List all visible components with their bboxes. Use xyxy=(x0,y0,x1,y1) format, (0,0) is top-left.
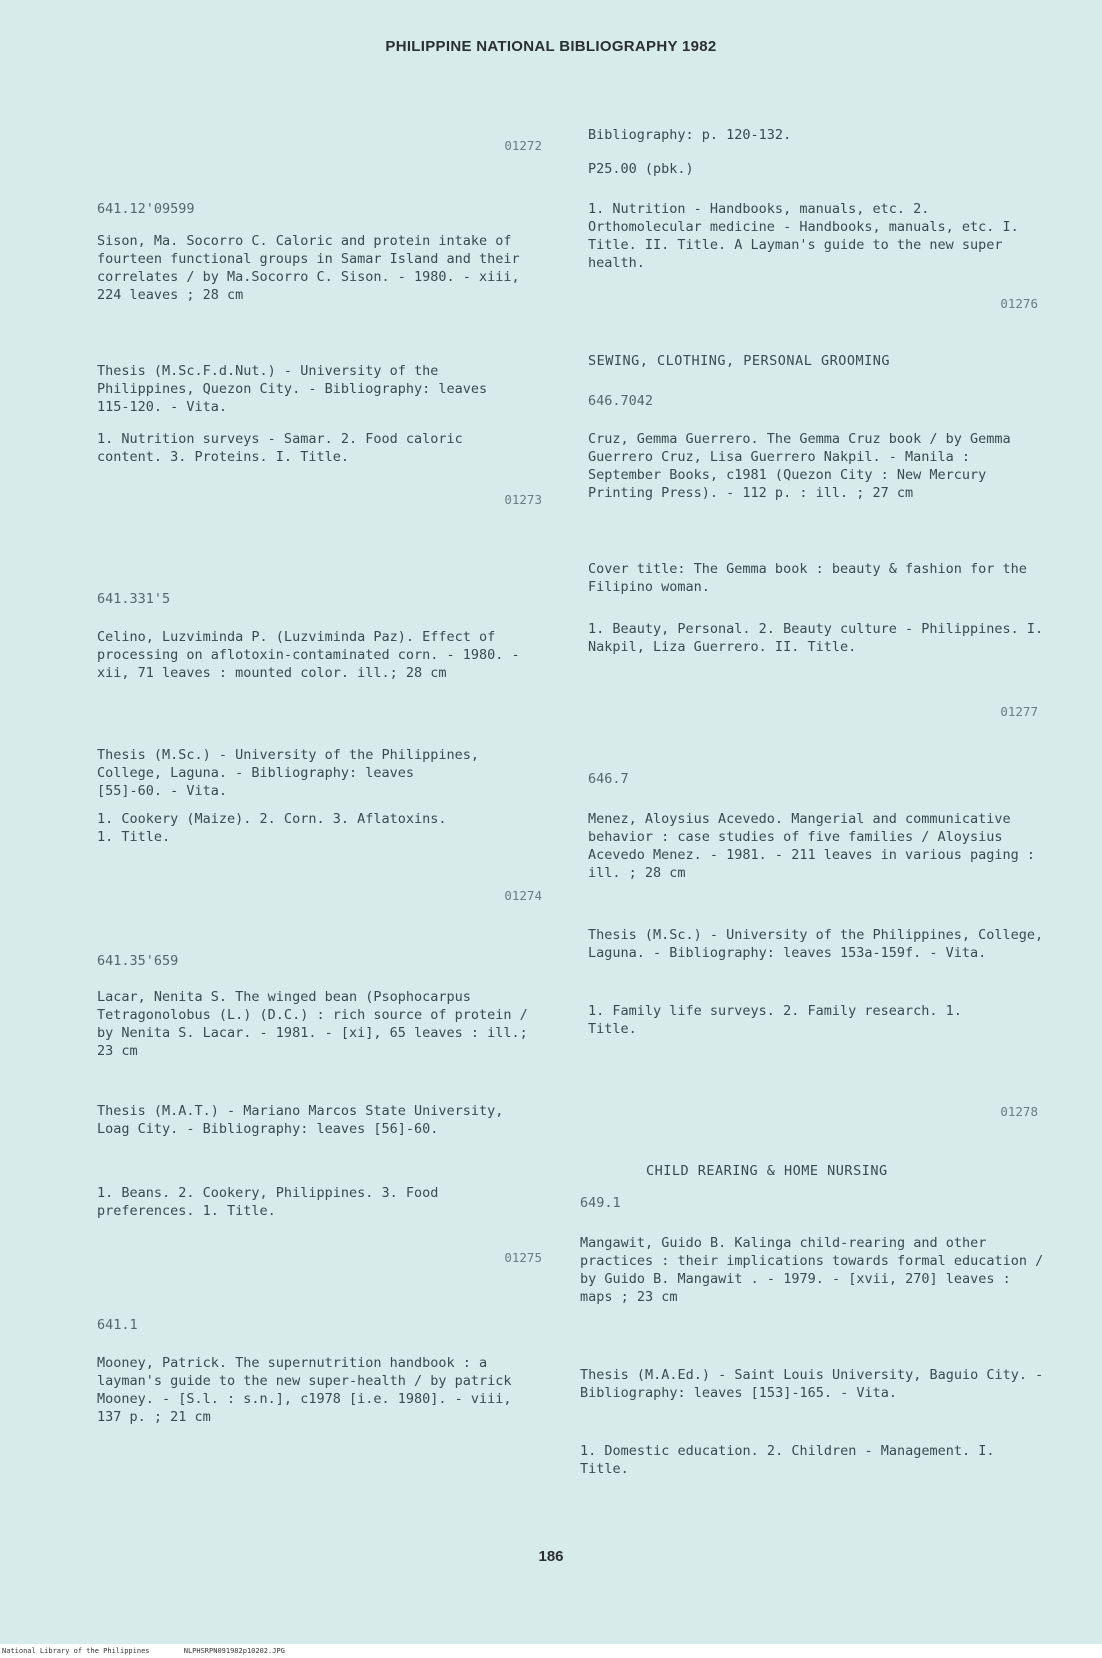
footer-library: National Library of the Philippines xyxy=(2,1647,150,1655)
entry-description: Celino, Luzviminda P. (Luzviminda Paz). Effect of processing on aflotoxin-contaminated corn. - 1980. - xii, 71 leaves : mounted color. ill.; 28 cm xyxy=(97,629,520,681)
entry-description: Mooney, Patrick. The supernutrition handbook : a layman's guide to the new super-health / by patrick Mooney. - [S.l. : s.n.], c1978 [i.e. 1980]. - viii, 137 p. ; 21 cm xyxy=(97,1355,512,1425)
entry-description: Sison, Ma. Socorro C. Caloric and protein intake of fourteen functional groups in Samar Island and their correlates / by Ma.Socorro C. Sison. - 1980. - xiii, 224 leaves ; 28 cm xyxy=(97,233,520,303)
entry-subjects: 1. Nutrition surveys - Samar. 2. Food caloric content. 3. Proteins. I. Title. xyxy=(97,431,463,465)
class-number: 641.331'5 xyxy=(97,591,171,607)
entry-number: 01272 xyxy=(504,138,542,153)
class-number: 649.1 xyxy=(580,1195,621,1211)
entry-note: Thesis (M.Sc.F.d.Nut.) - University of the Philippines, Quezon City. - Bibliography: leaves 115-120. - Vita. xyxy=(97,363,488,415)
class-number: 641.12'09599 xyxy=(97,201,195,217)
section-heading: SEWING, CLOTHING, PERSONAL GROOMING xyxy=(588,353,890,369)
entry-number: 01276 xyxy=(1000,296,1038,311)
entry-subjects: 1. Nutrition - Handbooks, manuals, etc. 2. Orthomolecular medicine - Handbooks, manuals, etc. I. Title. II. Title. A Layman's guide to the new super health. xyxy=(588,201,1019,271)
entry-subjects: 1. Family life surveys. 2. Family research. 1. Title. xyxy=(588,1003,962,1037)
entry-note: Thesis (M.A.T.) - Mariano Marcos State University, Loag City. - Bibliography: leaves [56]-60. xyxy=(97,1103,504,1137)
page-number: 186 xyxy=(538,1548,564,1565)
entry-note: Thesis (M.Sc.) - University of the Philippines, College, Laguna. - Bibliography: leaves [55]-60. - Vita. xyxy=(97,747,480,799)
entry-note: Thesis (M.A.Ed.) - Saint Louis University, Baguio City. - Bibliography: leaves [153]-165. - Vita. xyxy=(580,1367,1044,1401)
entry-number: 01277 xyxy=(1000,704,1038,719)
footer-strip xyxy=(0,1644,1102,1658)
footer-file-id: NLPHSRPN091982p10202.JPG xyxy=(183,1647,285,1655)
entry-subjects: 1. Beans. 2. Cookery, Philippines. 3. Food preferences. 1. Title. xyxy=(97,1185,439,1219)
entry-note: Cover title: The Gemma book : beauty & fashion for the Filipino woman. xyxy=(588,561,1027,595)
entry-subjects: 1. Beauty, Personal. 2. Beauty culture - Philippines. I. Nakpil, Liza Guerrero. II. Title. xyxy=(588,621,1044,655)
entry-number: 01278 xyxy=(1000,1104,1038,1119)
entry-subjects: 1. Cookery (Maize). 2. Corn. 3. Aflatoxins. 1. Title. xyxy=(97,811,447,845)
class-number: 646.7 xyxy=(588,771,629,787)
entry-note: Thesis (M.Sc.) - University of the Philippines, College, Laguna. - Bibliography: leaves 153a-159f. - Vita. xyxy=(588,927,1044,961)
page-header: PHILIPPINE NATIONAL BIBLIOGRAPHY 1982 xyxy=(385,38,717,55)
class-number: 641.1 xyxy=(97,1317,138,1333)
class-number: 646.7042 xyxy=(588,393,654,409)
entry-subjects: 1. Domestic education. 2. Children - Management. I. Title. xyxy=(580,1443,995,1477)
class-number: 641.35'659 xyxy=(97,953,179,969)
entry-number: 01273 xyxy=(504,492,542,507)
entry-description: Menez, Aloysius Acevedo. Mangerial and communicative behavior : case studies of five families / Aloysius Acevedo Menez. - 1981. - 211 leaves in various paging : ill. ; 28 cm xyxy=(588,811,1036,881)
entry-number: 01274 xyxy=(504,888,542,903)
entry-description: Mangawit, Guido B. Kalinga child-rearing and other practices : their implications towards formal education / by Guido B. Mangawit . - 1979. - [xvii, 270] leaves : maps ; 23 cm xyxy=(580,1235,1044,1305)
entry-number: 01275 xyxy=(504,1250,542,1265)
section-heading: CHILD REARING & HOME NURSING xyxy=(646,1163,888,1179)
entry-description: Lacar, Nenita S. The winged bean (Psophocarpus Tetragonolobus (L.) (D.C.) : rich source of protein / by Nenita S. Lacar. - 1981. - [xi], 65 leaves : ill.; 23 cm xyxy=(97,989,528,1059)
entry-description: Cruz, Gemma Guerrero. The Gemma Cruz book / by Gemma Guerrero Cruz, Lisa Guerrero Nakpil. - Manila : September Books, c1981 (Quezon City : New Mercury Printing Press). - 112 p. : ill. ; 27 cm xyxy=(588,431,1011,501)
entry-continuation: Bibliography: p. 120-132. xyxy=(588,127,792,143)
entry-price: P25.00 (pbk.) xyxy=(588,161,694,177)
